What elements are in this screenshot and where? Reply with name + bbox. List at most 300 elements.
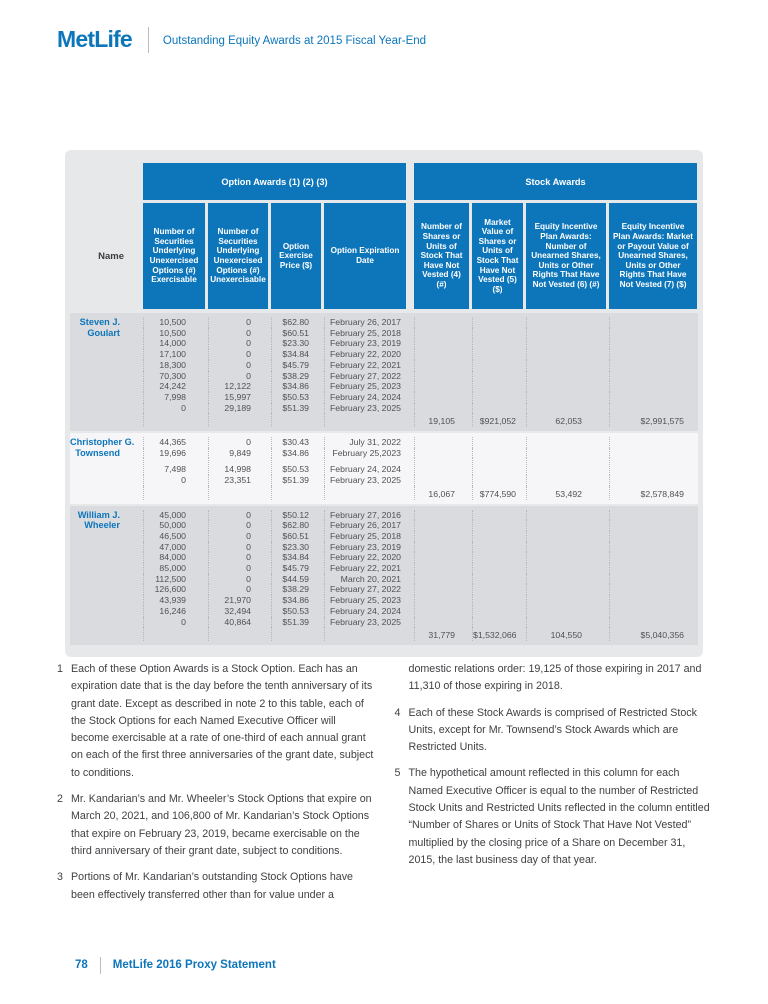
option-award-cell: February 23, 2025 bbox=[324, 617, 406, 628]
empty-cell bbox=[414, 403, 469, 414]
group-gap bbox=[409, 531, 411, 542]
empty-cell bbox=[472, 617, 523, 628]
column-header-expiration-date: Option Expiration Date bbox=[324, 203, 406, 309]
executive-name bbox=[70, 437, 140, 500]
group-gap bbox=[409, 360, 411, 371]
option-award-cell: $38.29 bbox=[271, 584, 321, 595]
footnotes-right-column bbox=[395, 661, 715, 913]
option-award-cell: $30.43 bbox=[271, 437, 321, 448]
option-award-cell: 17,100 bbox=[143, 349, 205, 360]
executive-name-line: William J. bbox=[77, 509, 120, 520]
option-award-cell: February 24, 2024 bbox=[324, 606, 406, 617]
empty-cell bbox=[472, 531, 523, 542]
stock-award-cell: 62,053 bbox=[526, 413, 606, 427]
page-footer bbox=[57, 955, 276, 975]
empty-cell bbox=[526, 563, 606, 574]
option-award-cell: 32,494 bbox=[208, 606, 268, 617]
option-award-cell: 84,000 bbox=[143, 552, 205, 563]
empty-cell bbox=[143, 486, 205, 500]
empty-cell bbox=[472, 317, 523, 328]
empty-cell bbox=[609, 381, 697, 392]
option-award-cell: 112,500 bbox=[143, 574, 205, 585]
empty-cell bbox=[609, 542, 697, 553]
page-title: Outstanding Equity Awards at 2015 Fiscal Year-End bbox=[162, 34, 427, 47]
empty-cell bbox=[526, 510, 606, 521]
option-award-cell: 14,998 bbox=[208, 458, 268, 475]
option-award-cell: February 23, 2025 bbox=[324, 403, 406, 414]
empty-cell bbox=[414, 317, 469, 328]
option-award-cell: 0 bbox=[208, 510, 268, 521]
empty-cell bbox=[414, 617, 469, 628]
group-gap bbox=[409, 595, 411, 606]
empty-cell bbox=[526, 595, 606, 606]
option-award-cell: $45.79 bbox=[271, 360, 321, 371]
option-award-cell: 85,000 bbox=[143, 563, 205, 574]
empty-cell bbox=[609, 520, 697, 531]
stock-award-cell: 19,105 bbox=[414, 413, 469, 427]
option-award-cell: 0 bbox=[208, 542, 268, 553]
group-gap bbox=[409, 542, 411, 553]
option-award-cell: 24,242 bbox=[143, 381, 205, 392]
group-gap bbox=[409, 437, 411, 448]
option-award-cell: 44,365 bbox=[143, 437, 205, 448]
executive-name-line: Goulart bbox=[87, 327, 120, 338]
footer-divider bbox=[100, 957, 101, 974]
empty-cell bbox=[414, 552, 469, 563]
option-award-cell: March 20, 2021 bbox=[324, 574, 406, 585]
footnote-number bbox=[395, 661, 409, 696]
column-header-exercisable: Number of Securities Underlying Unexercised Options (#) Exercisable bbox=[143, 203, 205, 309]
option-award-cell: $51.39 bbox=[271, 403, 321, 414]
empty-cell bbox=[526, 584, 606, 595]
empty-cell bbox=[143, 627, 205, 641]
option-award-cell: February 27, 2016 bbox=[324, 510, 406, 521]
empty-cell bbox=[526, 574, 606, 585]
empty-cell bbox=[526, 360, 606, 371]
option-award-cell: $23.30 bbox=[271, 338, 321, 349]
group-gap bbox=[409, 317, 411, 328]
footnote-item bbox=[395, 705, 715, 757]
option-award-cell: 0 bbox=[208, 531, 268, 542]
empty-cell bbox=[609, 458, 697, 475]
empty-cell bbox=[472, 510, 523, 521]
empty-cell bbox=[414, 437, 469, 448]
empty-cell bbox=[609, 552, 697, 563]
option-award-cell: 10,500 bbox=[143, 317, 205, 328]
footnote-item bbox=[57, 791, 377, 860]
group-gap bbox=[409, 328, 411, 339]
empty-cell bbox=[609, 475, 697, 486]
option-award-cell: $62.80 bbox=[271, 520, 321, 531]
empty-cell bbox=[526, 448, 606, 459]
option-award-cell: 45,000 bbox=[143, 510, 205, 521]
group-gap bbox=[409, 520, 411, 531]
empty-cell bbox=[143, 413, 205, 427]
option-award-cell: 0 bbox=[208, 552, 268, 563]
empty-cell bbox=[526, 349, 606, 360]
empty-cell bbox=[271, 627, 321, 641]
empty-cell bbox=[472, 475, 523, 486]
group-gap bbox=[409, 486, 411, 500]
option-award-cell: 0 bbox=[208, 360, 268, 371]
option-award-cell: $62.80 bbox=[271, 317, 321, 328]
group-gap bbox=[409, 552, 411, 563]
option-award-cell: 46,500 bbox=[143, 531, 205, 542]
option-award-cell: 0 bbox=[208, 338, 268, 349]
stock-award-cell: $1,532,066 bbox=[472, 627, 523, 641]
empty-cell bbox=[414, 542, 469, 553]
empty-cell bbox=[472, 349, 523, 360]
empty-cell bbox=[414, 392, 469, 403]
option-award-cell: $44.59 bbox=[271, 574, 321, 585]
option-award-cell: 18,300 bbox=[143, 360, 205, 371]
group-gap bbox=[409, 606, 411, 617]
empty-cell bbox=[208, 413, 268, 427]
executive-name-line: Wheeler bbox=[84, 520, 120, 531]
option-award-cell: 0 bbox=[143, 475, 205, 486]
empty-cell bbox=[472, 595, 523, 606]
option-award-cell: 14,000 bbox=[143, 338, 205, 349]
option-award-cell: February 25, 2018 bbox=[324, 531, 406, 542]
empty-cell bbox=[526, 392, 606, 403]
empty-cell bbox=[609, 510, 697, 521]
footnote-text: The hypothetical amount reflected in this column for each Named Executive Officer is equal to the number of Restricted Stock Units and Restricted Units reflected in the column entitled “Number of Shares or Units of Stock That Have Not Vested” multiplied by the closing price of a Share on December 31, 2015, the last business day of that year. bbox=[408, 767, 710, 866]
option-award-cell: $60.51 bbox=[271, 328, 321, 339]
footnotes bbox=[57, 661, 714, 913]
option-award-cell: 23,351 bbox=[208, 475, 268, 486]
group-gap bbox=[409, 584, 411, 595]
option-award-cell: February 24, 2024 bbox=[324, 458, 406, 475]
option-award-cell: February 22, 2021 bbox=[324, 563, 406, 574]
column-header-eip-number: Equity Incentive Plan Awards: Number of Unearned Shares, Units or Other Rights That Have Not Vested (6) (#) bbox=[526, 203, 606, 309]
empty-cell bbox=[414, 531, 469, 542]
empty-cell bbox=[609, 437, 697, 448]
executive-name bbox=[70, 510, 140, 641]
empty-cell bbox=[526, 520, 606, 531]
column-header-market-value: Market Value of Shares or Units of Stock That Have Not Vested (5) ($) bbox=[472, 203, 523, 309]
empty-cell bbox=[526, 317, 606, 328]
option-award-cell: February 25, 2018 bbox=[324, 328, 406, 339]
stock-award-cell: $774,590 bbox=[472, 486, 523, 500]
footnote-item bbox=[57, 661, 377, 782]
table-body bbox=[70, 313, 698, 645]
empty-cell bbox=[609, 584, 697, 595]
empty-cell bbox=[526, 617, 606, 628]
footnote-text: Mr. Kandarian’s and Mr. Wheeler’s Stock Options that expire on March 20, 2021, and 106,800 of Mr. Kandarian’s Stock Options that expire on February 23, 2019, became exercisable on the third anniversary of their grant date, subject to conditions. bbox=[71, 793, 372, 857]
empty-cell bbox=[414, 381, 469, 392]
group-gap bbox=[409, 574, 411, 585]
stock-award-cell: 104,550 bbox=[526, 627, 606, 641]
empty-cell bbox=[472, 403, 523, 414]
option-award-cell: $34.86 bbox=[271, 595, 321, 606]
empty-cell bbox=[414, 563, 469, 574]
stock-award-cell: 31,779 bbox=[414, 627, 469, 641]
empty-cell bbox=[472, 606, 523, 617]
executive-name bbox=[70, 317, 140, 427]
option-award-cell: 0 bbox=[143, 617, 205, 628]
option-award-cell: February 25,2023 bbox=[324, 448, 406, 459]
table-header bbox=[70, 163, 698, 309]
empty-cell bbox=[414, 520, 469, 531]
option-award-cell: February 22, 2020 bbox=[324, 552, 406, 563]
empty-cell bbox=[609, 563, 697, 574]
option-award-cell: 47,000 bbox=[143, 542, 205, 553]
empty-cell bbox=[414, 338, 469, 349]
empty-cell bbox=[526, 606, 606, 617]
empty-cell bbox=[526, 328, 606, 339]
empty-cell bbox=[414, 510, 469, 521]
option-award-cell: February 22, 2020 bbox=[324, 349, 406, 360]
option-award-cell: $34.86 bbox=[271, 381, 321, 392]
group-gap bbox=[409, 448, 411, 459]
option-award-cell: $50.53 bbox=[271, 606, 321, 617]
option-award-cell: 21,970 bbox=[208, 595, 268, 606]
empty-cell bbox=[526, 552, 606, 563]
empty-cell bbox=[609, 360, 697, 371]
option-award-cell: 0 bbox=[143, 403, 205, 414]
stock-award-cell: $921,052 bbox=[472, 413, 523, 427]
option-award-cell: $60.51 bbox=[271, 531, 321, 542]
empty-cell bbox=[414, 475, 469, 486]
group-gap bbox=[409, 349, 411, 360]
empty-cell bbox=[472, 437, 523, 448]
empty-cell bbox=[324, 486, 406, 500]
empty-cell bbox=[526, 542, 606, 553]
option-award-cell: 0 bbox=[208, 584, 268, 595]
empty-cell bbox=[472, 584, 523, 595]
option-award-cell: 40,864 bbox=[208, 617, 268, 628]
empty-cell bbox=[526, 403, 606, 414]
option-award-cell: 12,122 bbox=[208, 381, 268, 392]
option-award-cell: 70,300 bbox=[143, 371, 205, 382]
empty-cell bbox=[609, 392, 697, 403]
empty-cell bbox=[414, 360, 469, 371]
option-award-cell: 50,000 bbox=[143, 520, 205, 531]
footnote-text: Each of these Stock Awards is comprised of Restricted Stock Units, except for Mr. Townsend’s Stock Awards which are Restricted Units. bbox=[408, 706, 697, 754]
option-award-cell: 0 bbox=[208, 328, 268, 339]
empty-cell bbox=[526, 338, 606, 349]
option-award-cell: $23.30 bbox=[271, 542, 321, 553]
option-award-cell: 9,849 bbox=[208, 448, 268, 459]
empty-cell bbox=[472, 392, 523, 403]
group-gap bbox=[409, 413, 411, 427]
column-header-unexercisable: Number of Securities Underlying Unexercised Options (#) Unexercisable bbox=[208, 203, 268, 309]
option-award-cell: 0 bbox=[208, 563, 268, 574]
footnote-number: 4 bbox=[394, 706, 401, 719]
option-award-cell: February 25, 2023 bbox=[324, 595, 406, 606]
empty-cell bbox=[609, 595, 697, 606]
option-award-cell: $50.53 bbox=[271, 458, 321, 475]
option-award-cell: 10,500 bbox=[143, 328, 205, 339]
empty-cell bbox=[414, 595, 469, 606]
group-gap bbox=[409, 617, 411, 628]
empty-cell bbox=[208, 486, 268, 500]
group-gap bbox=[409, 338, 411, 349]
option-award-cell: 16,246 bbox=[143, 606, 205, 617]
option-award-cell: $50.53 bbox=[271, 392, 321, 403]
option-award-cell: $38.29 bbox=[271, 371, 321, 382]
empty-cell bbox=[414, 606, 469, 617]
option-award-cell: 0 bbox=[208, 574, 268, 585]
option-award-cell: 0 bbox=[208, 349, 268, 360]
empty-cell bbox=[208, 627, 268, 641]
column-header-eip-value: Equity Incentive Plan Awards: Market or Payout Value of Unearned Shares, Units or Other Rights That Have Not Vested (7) ($) bbox=[609, 203, 697, 309]
option-award-cell: February 23, 2025 bbox=[324, 475, 406, 486]
group-gap bbox=[409, 627, 411, 641]
option-award-cell: $50.12 bbox=[271, 510, 321, 521]
footnote-text: domestic relations order: 19,125 of those expiring in 2017 and 11,310 of those expiring in 2018. bbox=[408, 663, 702, 693]
empty-cell bbox=[414, 328, 469, 339]
option-award-cell: February 27, 2022 bbox=[324, 584, 406, 595]
option-award-cell: 29,189 bbox=[208, 403, 268, 414]
option-award-cell: 7,498 bbox=[143, 458, 205, 475]
empty-cell bbox=[609, 338, 697, 349]
group-gap bbox=[409, 163, 411, 200]
empty-cell bbox=[472, 338, 523, 349]
option-award-cell: February 26, 2017 bbox=[324, 317, 406, 328]
empty-cell bbox=[472, 328, 523, 339]
stock-award-cell: 53,492 bbox=[526, 486, 606, 500]
executive-block bbox=[70, 433, 698, 504]
empty-cell bbox=[526, 371, 606, 382]
executive-name-line: Steven J. bbox=[79, 317, 120, 327]
option-award-cell: $34.86 bbox=[271, 448, 321, 459]
empty-cell bbox=[472, 520, 523, 531]
empty-cell bbox=[414, 349, 469, 360]
equity-awards-table bbox=[65, 150, 703, 657]
option-award-cell: $34.84 bbox=[271, 349, 321, 360]
empty-cell bbox=[609, 328, 697, 339]
footnote-number: 2 bbox=[57, 793, 63, 806]
empty-cell bbox=[609, 317, 697, 328]
empty-cell bbox=[609, 349, 697, 360]
page-number: 78 bbox=[75, 959, 88, 971]
empty-cell bbox=[526, 437, 606, 448]
empty-cell bbox=[526, 458, 606, 475]
document-header bbox=[57, 26, 426, 53]
option-award-cell: February 24, 2024 bbox=[324, 392, 406, 403]
empty-cell bbox=[609, 606, 697, 617]
option-award-cell: February 25, 2023 bbox=[324, 381, 406, 392]
empty-cell bbox=[271, 486, 321, 500]
group-gap bbox=[409, 403, 411, 414]
empty-cell bbox=[526, 531, 606, 542]
empty-cell bbox=[414, 371, 469, 382]
stock-award-cell: $5,040,356 bbox=[609, 627, 697, 641]
empty-cell bbox=[472, 552, 523, 563]
stock-award-cell: 16,067 bbox=[414, 486, 469, 500]
executive-block bbox=[70, 506, 698, 645]
empty-cell bbox=[609, 403, 697, 414]
empty-cell bbox=[609, 617, 697, 628]
empty-cell bbox=[609, 371, 697, 382]
footnote-item bbox=[395, 765, 715, 869]
option-award-cell: 15,997 bbox=[208, 392, 268, 403]
executive-block bbox=[70, 313, 698, 431]
group-gap bbox=[409, 381, 411, 392]
empty-cell bbox=[609, 574, 697, 585]
option-award-cell: $45.79 bbox=[271, 563, 321, 574]
option-award-cell: 43,939 bbox=[143, 595, 205, 606]
group-gap bbox=[409, 563, 411, 574]
column-header-shares-not-vested: Number of Shares or Units of Stock That Have Not Vested (4) (#) bbox=[414, 203, 469, 309]
footnote-number: 1 bbox=[57, 663, 63, 675]
empty-cell bbox=[472, 574, 523, 585]
option-award-cell: February 23, 2019 bbox=[324, 338, 406, 349]
option-award-cell: July 31, 2022 bbox=[324, 437, 406, 448]
executive-name-line: Townsend bbox=[75, 447, 120, 458]
option-award-cell: 7,998 bbox=[143, 392, 205, 403]
header-divider bbox=[148, 27, 149, 53]
empty-cell bbox=[609, 531, 697, 542]
footnote-text: Portions of Mr. Kandarian’s outstanding Stock Options have been effectively transferred other than for value under a bbox=[71, 871, 353, 901]
option-award-cell: February 26, 2017 bbox=[324, 520, 406, 531]
group-gap bbox=[409, 371, 411, 382]
footer-text: MetLife 2016 Proxy Statement bbox=[112, 959, 276, 971]
column-header-exercise-price: Option Exercise Price ($) bbox=[271, 203, 321, 309]
footnotes-left-column bbox=[57, 661, 377, 913]
option-award-cell: 0 bbox=[208, 317, 268, 328]
empty-cell bbox=[414, 448, 469, 459]
group-gap bbox=[409, 475, 411, 486]
group-header-option-awards: Option Awards (1) (2) (3) bbox=[143, 163, 406, 200]
empty-cell bbox=[324, 413, 406, 427]
executive-name-line: Christopher G. bbox=[70, 437, 135, 448]
option-award-cell: 0 bbox=[208, 520, 268, 531]
group-gap bbox=[409, 510, 411, 521]
stock-award-cell: $2,991,575 bbox=[609, 413, 697, 427]
footnote-number: 3 bbox=[57, 871, 63, 884]
group-gap bbox=[409, 458, 411, 475]
metlife-logo: MetLife bbox=[57, 26, 132, 52]
footnote-text: Each of these Option Awards is a Stock Option. Each has an expiration date that is the day before the tenth anniversary of its grant date. Except as described in note 2 to this table, each of the Stock Options for each Named Executive Officer will become exercisable at a rate of one-third of each annual grant on each of the first three anniversaries of the grant date, subject to conditions. bbox=[71, 663, 374, 779]
empty-cell bbox=[609, 448, 697, 459]
empty-cell bbox=[271, 413, 321, 427]
option-award-cell: 0 bbox=[208, 437, 268, 448]
empty-cell bbox=[414, 574, 469, 585]
empty-cell bbox=[526, 381, 606, 392]
column-header-name: Name bbox=[98, 250, 124, 262]
option-award-cell: 126,600 bbox=[143, 584, 205, 595]
footnote-item bbox=[395, 661, 715, 696]
empty-cell bbox=[472, 563, 523, 574]
empty-cell bbox=[414, 584, 469, 595]
option-award-cell: February 23, 2019 bbox=[324, 542, 406, 553]
stock-award-cell: $2,578,849 bbox=[609, 486, 697, 500]
empty-cell bbox=[472, 542, 523, 553]
option-award-cell: $51.39 bbox=[271, 617, 321, 628]
empty-cell bbox=[414, 458, 469, 475]
option-award-cell: $51.39 bbox=[271, 475, 321, 486]
group-gap bbox=[409, 392, 411, 403]
footnote-number: 5 bbox=[394, 767, 401, 780]
option-award-cell: $34.84 bbox=[271, 552, 321, 563]
option-award-cell: 0 bbox=[208, 371, 268, 382]
option-award-cell: 19,696 bbox=[143, 448, 205, 459]
group-header-stock-awards: Stock Awards bbox=[414, 163, 697, 200]
empty-cell bbox=[472, 381, 523, 392]
option-award-cell: February 22, 2021 bbox=[324, 360, 406, 371]
empty-cell bbox=[324, 627, 406, 641]
footnote-item bbox=[57, 869, 377, 904]
empty-cell bbox=[472, 458, 523, 475]
empty-cell bbox=[526, 475, 606, 486]
option-award-cell: February 27, 2022 bbox=[324, 371, 406, 382]
empty-cell bbox=[472, 448, 523, 459]
empty-cell bbox=[472, 371, 523, 382]
header-corner-spacer bbox=[70, 163, 140, 200]
empty-cell bbox=[472, 360, 523, 371]
